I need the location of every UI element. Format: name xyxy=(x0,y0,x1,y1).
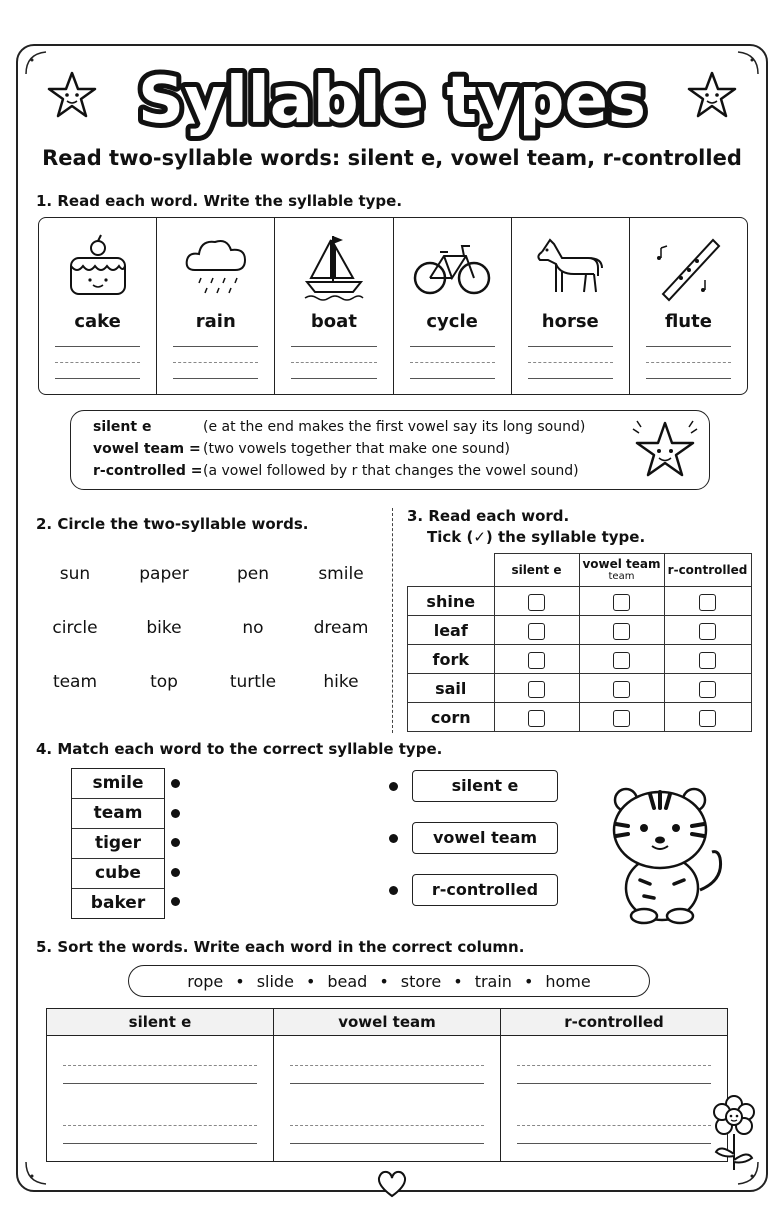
key-description: (two vowels together that make one sound) xyxy=(203,441,510,457)
writing-line[interactable] xyxy=(410,378,495,379)
match-type-box: silent e xyxy=(412,770,558,802)
match-word: cube xyxy=(72,859,164,889)
sort-column-header: r-controlled xyxy=(501,1009,727,1036)
tick-checkbox[interactable] xyxy=(528,594,545,611)
table-row xyxy=(408,674,752,703)
question-1-heading: 1. Read each word. Write the syllable type. xyxy=(36,192,403,210)
writing-line[interactable] xyxy=(646,346,731,347)
tick-checkbox[interactable] xyxy=(613,594,630,611)
question-3-subheading: Tick (✓) the syllable type. xyxy=(427,528,646,546)
writing-line-dashed xyxy=(517,1125,711,1126)
circle-word-option[interactable]: pen xyxy=(236,564,270,584)
flower-icon xyxy=(706,1094,762,1174)
bank-word: store xyxy=(400,971,442,991)
picture-card-cake xyxy=(39,218,157,394)
table-row xyxy=(408,616,752,645)
horse-icon xyxy=(532,232,608,302)
tick-word: shine xyxy=(408,587,495,616)
writing-line[interactable] xyxy=(173,378,258,379)
smiling-star-icon xyxy=(686,70,738,122)
column-subtext: team xyxy=(608,570,635,582)
picture-card-rain xyxy=(157,218,275,394)
match-dot[interactable] xyxy=(171,779,180,788)
bullet-separator: • xyxy=(379,971,389,991)
key-row xyxy=(93,419,585,435)
writing-line[interactable] xyxy=(173,346,258,347)
key-term: vowel team = xyxy=(93,441,201,457)
table-row xyxy=(408,703,752,732)
match-dot[interactable] xyxy=(389,834,398,843)
picture-card-cycle xyxy=(394,218,512,394)
circle-word-option[interactable]: smile xyxy=(318,564,364,584)
key-term: silent e xyxy=(93,419,152,435)
writing-line[interactable] xyxy=(646,378,731,379)
writing-line[interactable] xyxy=(528,378,613,379)
picture-card-boat xyxy=(275,218,393,394)
tick-word: fork xyxy=(408,645,495,674)
writing-line-dashed xyxy=(517,1065,711,1066)
match-type-box: vowel team xyxy=(412,822,558,854)
question-3-heading: 3. Read each word. xyxy=(407,507,570,525)
page-title xyxy=(0,40,784,150)
tick-checkbox[interactable] xyxy=(699,652,716,669)
writing-line[interactable] xyxy=(55,378,140,379)
picture-card-horse xyxy=(512,218,630,394)
bank-word: slide xyxy=(256,971,294,991)
page-subtitle: Read two-syllable words: silent e, vowel team, r-controlled xyxy=(42,146,742,170)
tick-checkbox[interactable] xyxy=(613,652,630,669)
tick-checkbox[interactable] xyxy=(699,681,716,698)
circle-word-option[interactable]: bike xyxy=(146,618,182,638)
bullet-separator: • xyxy=(235,971,245,991)
writing-line-dashed xyxy=(55,362,140,363)
bank-word: bead xyxy=(327,971,368,991)
sort-table xyxy=(46,1008,728,1162)
match-dot[interactable] xyxy=(389,886,398,895)
sort-column-header: vowel team xyxy=(274,1009,500,1036)
tick-checkbox[interactable] xyxy=(613,710,630,727)
picture-word: cake xyxy=(74,311,121,332)
picture-word: rain xyxy=(195,311,236,332)
tick-word: leaf xyxy=(408,616,495,645)
writing-line[interactable] xyxy=(290,1083,484,1084)
match-word: baker xyxy=(90,893,146,913)
writing-line[interactable] xyxy=(63,1143,257,1144)
svg-text:Syllable types: Syllable types xyxy=(138,64,646,138)
tick-checkbox[interactable] xyxy=(528,652,545,669)
tick-column-header: silent e xyxy=(494,554,579,587)
cake-icon xyxy=(65,232,131,302)
match-type-box: r-controlled xyxy=(412,874,558,906)
tick-table-corner xyxy=(408,554,495,587)
bullet-separator: • xyxy=(523,971,534,991)
match-word: smile xyxy=(72,769,164,799)
circle-word-option[interactable]: circle xyxy=(52,618,98,638)
section-divider xyxy=(392,508,393,733)
circle-word-option[interactable]: sun xyxy=(59,564,91,584)
smiling-star-icon xyxy=(46,70,98,122)
writing-line[interactable] xyxy=(517,1083,711,1084)
circle-word-option[interactable]: paper xyxy=(139,564,189,584)
circle-word-option[interactable]: team xyxy=(52,672,98,692)
bank-word: train xyxy=(474,971,512,991)
question-4-heading: 4. Match each word to the correct syllable type. xyxy=(36,740,443,758)
sailboat-icon xyxy=(301,232,367,304)
picture-card-flute xyxy=(630,218,747,394)
key-description: (e at the end makes the first vowel say its long sound) xyxy=(203,419,586,435)
smiling-star-icon xyxy=(627,415,703,485)
writing-line-dashed xyxy=(291,362,376,363)
tick-column-header: r-controlled xyxy=(664,554,751,587)
tick-checkbox[interactable] xyxy=(528,710,545,727)
picture-word: flute xyxy=(664,311,712,332)
picture-word-row xyxy=(38,217,748,395)
picture-word: cycle xyxy=(426,311,478,332)
writing-line-dashed xyxy=(63,1065,257,1066)
writing-line[interactable] xyxy=(410,346,495,347)
rain-cloud-icon xyxy=(181,232,251,302)
bank-word: rope xyxy=(187,971,224,991)
key-row xyxy=(93,463,579,479)
tiger-icon xyxy=(604,780,730,926)
match-word-list xyxy=(71,768,165,919)
writing-line[interactable] xyxy=(291,346,376,347)
question-2-heading: 2. Circle the two-syllable words. xyxy=(36,515,309,533)
tick-column-header: vowel team team xyxy=(579,554,664,587)
tick-checkbox[interactable] xyxy=(528,681,545,698)
corner-swirl-icon xyxy=(22,1158,52,1188)
bank-word: home xyxy=(545,971,591,991)
key-term: r-controlled = xyxy=(93,463,203,479)
sort-column xyxy=(274,1009,501,1161)
syllable-key-box xyxy=(70,410,710,490)
tick-checkbox[interactable] xyxy=(699,623,716,640)
writing-line-dashed xyxy=(290,1065,484,1066)
tick-checkbox[interactable] xyxy=(699,594,716,611)
match-dot[interactable] xyxy=(171,868,180,877)
picture-word: boat xyxy=(310,311,357,332)
tick-checkbox[interactable] xyxy=(528,623,545,640)
key-row xyxy=(93,441,510,457)
bullet-separator: • xyxy=(453,971,463,991)
table-row xyxy=(408,587,752,616)
heart-icon xyxy=(376,1170,408,1198)
writing-line[interactable] xyxy=(290,1143,484,1144)
table-row xyxy=(408,645,752,674)
writing-line[interactable] xyxy=(291,378,376,379)
circle-word-option[interactable]: no xyxy=(242,618,264,638)
sort-column xyxy=(47,1009,274,1161)
tick-checkbox[interactable] xyxy=(613,623,630,640)
writing-line-dashed xyxy=(528,362,613,363)
tick-table xyxy=(407,553,752,732)
flute-icon xyxy=(653,232,723,304)
tick-word: sail xyxy=(408,674,495,703)
writing-line-dashed xyxy=(410,362,495,363)
match-dot[interactable] xyxy=(171,838,180,847)
tick-word: corn xyxy=(408,703,495,732)
writing-line[interactable] xyxy=(517,1143,711,1144)
writing-line[interactable] xyxy=(55,346,140,347)
bicycle-icon xyxy=(412,232,492,302)
writing-line-dashed xyxy=(290,1125,484,1126)
question-5-heading: 5. Sort the words. Write each word in the correct column. xyxy=(36,938,525,956)
writing-line[interactable] xyxy=(528,346,613,347)
match-dot[interactable] xyxy=(171,897,180,906)
match-word: team xyxy=(72,799,164,829)
tick-checkbox[interactable] xyxy=(613,681,630,698)
sort-column-header: silent e xyxy=(47,1009,273,1036)
picture-word: horse xyxy=(541,311,599,332)
match-dot[interactable] xyxy=(171,809,180,818)
match-word: tiger xyxy=(72,829,164,859)
circle-word-option[interactable]: top xyxy=(150,672,178,692)
sort-column xyxy=(501,1009,727,1161)
writing-line-dashed xyxy=(646,362,731,363)
writing-line-dashed xyxy=(63,1125,257,1126)
circle-word-option[interactable]: dream xyxy=(313,618,369,638)
match-dot[interactable] xyxy=(389,782,398,791)
bullet-separator: • xyxy=(305,971,316,991)
word-bank xyxy=(128,965,650,997)
circle-word-option[interactable]: hike xyxy=(323,672,359,692)
key-description: (a vowel followed by r that changes the vowel sound) xyxy=(203,463,579,479)
writing-line-dashed xyxy=(173,362,258,363)
circle-word-option[interactable]: turtle xyxy=(229,672,277,692)
tick-checkbox[interactable] xyxy=(699,710,716,727)
writing-line[interactable] xyxy=(63,1083,257,1084)
